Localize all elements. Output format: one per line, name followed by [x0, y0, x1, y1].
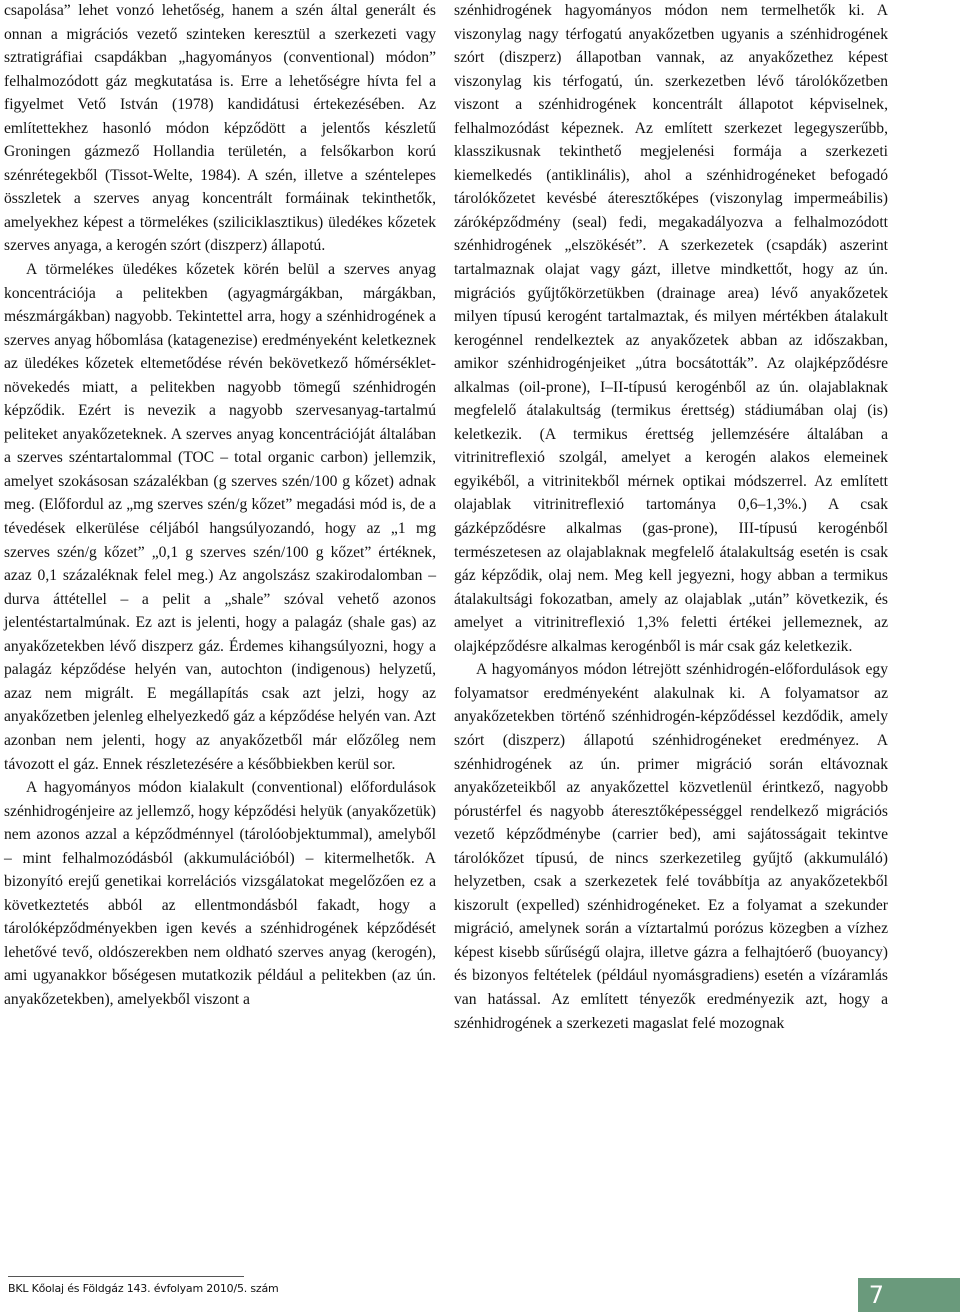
page-number: 7 [868, 1281, 884, 1309]
paragraph: csapolása” lehet vonzó lehetőség, hanem a szén által generált és onnan a migrációs vezető szinteken keresztül a szerkezeti vagy sztratigráfiai csapdákban „hagyományos (conventional) módon” felhalmozódott gáz megkutatása is. Erre a lehetőségre hívta fel a figyelmet Vető István (1978) kandidátusi értekezésében. Az említettekhez hasonló módon képződött a jelentős készletű Groningen gázmező Hollandia területén, a felsőkarbon korú szénrétegekből (Tissot-Welte, 1984). A szén, illetve a széntelepes összletek a szerves anyag koncentrált formáinak tekinthetők, amelyekhez képest a törmelékes (sziliciklasztikus) üledékes kőzetek szerves anyaga, a kerogén szórt (diszperz) állapotú. [4, 2, 436, 255]
left-text-column [4, 0, 436, 1012]
footer-divider [8, 1276, 244, 1277]
right-text-column [454, 0, 888, 1035]
paragraph: A törmelékes üledékes kőzetek körén belül a szerves anyag koncentrációja a pelitekben (agyagmárgákban, márgákban, mészmárgákban) nagyobb. Tekintettel arra, hogy a szénhidrogének a szerves anyag hőbomlása (katagenezise) eredményeként keletkeznek az üledékes kőzetek eltemetődése révén bekövetkező hőmérséklet-növekedés miatt, a pelitekben nagyobb tömegű szénhidrogén képződik. Ezért is nevezik a nagyobb szervesanyag-tartalmú peliteket anyakőzeteknek. A szerves anyag koncentrációját általában a szerves széntartalommal (TOC – total organic carbon) jellemzik, amelyet szokásosan százalékban (g szerves szén/100 g kőzet) adnak meg. (Előfordul az „mg szerves szén/g kőzet” megadási mód is, de a tévedések elkerülése céljából hangsúlyozandó, hogy az „1 mg szerves szén/g kőzet” „0,1 g szerves szén/100 g kőzet” értéknek, azaz 0,1 százaléknak felel meg.) Az angolszász szakirodalomban – durva áttétellel – a pelit a „shale” szóval vehető azonos jelentéstartalmúnak. Ez azt is jelenti, hogy a palagáz (shale gas) az anyakőzetekben lévő diszperz gáz. Érdemes kihangsúlyozni, hogy a palagáz képződése helyén van, autochton (indigenous) helyzetű, azaz nem migrált. E megállapítás csak azt jelzi, hogy az anyakőzetben jelenleg elhelyezkedő gáz a képződése helyén van. Azt azonban nem jelenti, hogy az anyakőzetből már előzőleg nem távozott el gáz. Ennek részletezésére a későbbiekben kerül sor. [4, 261, 436, 773]
paragraph: A hagyományos módon létrejött szénhidrogén-előfordulások egy folyamatsor eredményeként alakulnak ki. A folyamatsor az anyakőzetekben történő szénhidrogén-képződéssel kezdődik, amely szórt (diszperz) állapotú szénhidrogéneket eredményez. A szénhidrogének az ún. primer migráció során eltávoznak anyakőzeteikből az anyakőzettel közvetlenül érintkező, nagyobb pórustérfel és nagyobb áteresztőképességgel rendelkező migrációs vezető képződménybe (carrier bed), ami sajátosságait tekintve tárolókőzet típusú, de nincs szerkezetileg gyűjtő (akkumuláló) helyzetben, csak a szerkezetek felé továbbítja az anyakőzetekből kiszorult (expelled) szénhidrogéneket. Ez a folyamat a szekunder migráció, amelynek során a víztartalmú porózus közegben a vízhez képest kisebb sűrűségű olajra, illetve gázra a felhajtóerő (buoyancy) és bizonyos feltételek (például nyomásgradiens) esetén a vízáramlás van hatással. Az említett tényezők eredményezik azt, hogy a szénhidrogének a szerkezeti magaslat felé mozognak [454, 661, 888, 1032]
journal-footer: BKL Kőolaj és Földgáz 143. évfolyam 2010/5. szám [8, 1282, 279, 1295]
paragraph: szénhidrogének hagyományos módon nem termelhetők ki. A viszonylag nagy térfogatú anyakőzetben ugyanis a szénhidrogének szórt (diszperz) állapotban vannak, az anyakőzethez képest viszonylag kis térfogatú, ún. szerkezetben lévő tárolókőzetben viszont a szénhidrogének koncentrált állapotot képviselnek, felhalmozódást képeznek. Az említett szerkezet legegyszerűbb, klasszikusnak tekinthető megjelenési formája a szerkezeti kiemelkedés (antiklinális), ahol a szénhidrogéneket befogadó tárolókőzetet kevésbé áteresztőképes (viszonylag impermeábilis) záróképződmény (seal) fedi, megakadályozva a felhalmozódott szénhidrogének „elszökését”. A szerkezetek (csapdák) aszerint tartalmaznak olajat vagy gázt, illetve mindkettőt, hogy az ún. migrációs gyűjtőkörzetükben (drainage area) lévő anyakőzetek milyen típusú kerogént tartalmaztak, és milyen mértékben átalakult kerogénnel rendelkeztek az anyakőzetek abban az időszakban, amikor szénhidrogénjeiket „útra bocsátották”. Az olajképződésre alkalmas (oil-prone), I–II-típusú kerogénből az ún. olajablaknak megfelelő átalakultság (termikus érettség) stádiumában olaj (is) keletkezik. (A termikus érettség jellemzésére általában a vitrinitreflexió szolgál, amelyet a kerogén alakos elemeinek egyikéből, a vitrinitekből mérnek optikai módszerrel. Az említett olajablak vitrinitreflexió tartománya 0,6–1,3%.) A csak gázképződésre alkalmas (gas-prone), III-típusú kerogénből természetesen az olajablaknak megfelelő átalakultság esetén is csak gáz képződik, olaj nem. Meg kell jegyezni, hogy abban a termikus átalakultsági fokozatban, amely az olajablak „után” következik, és amelyet a vitrinitreflexió 1,3% feletti értékei jellemeznek, az olajképződésre alkalmas kerogénből is már csak gáz keletkezik. [454, 2, 888, 655]
paragraph: A hagyományos módon kialakult (conventional) előfordulások szénhidrogénjeire az jellemző, hogy képződési helyük (anyakőzetük) nem azonos azzal a képződménnyel (tárolóobjektummal), amelyből – mint felhalmozódásból (akkumulációból) – kitermelhetők. A bizonyító erejű genetikai korrelációs vizsgálatokat megelőzően ez a következtetés abból az ellentmondásból fakadt, hogy a tárolóképződményekben igen kevés a szénhidrogének képződését lehetővé tevő, oldószerekben nem oldható szerves anyag (kerogén), ami ugyanakkor bőségesen mutatkozik például a pelitekben (az ún. anyakőzetekben), amelyekből viszont a [4, 779, 436, 1008]
